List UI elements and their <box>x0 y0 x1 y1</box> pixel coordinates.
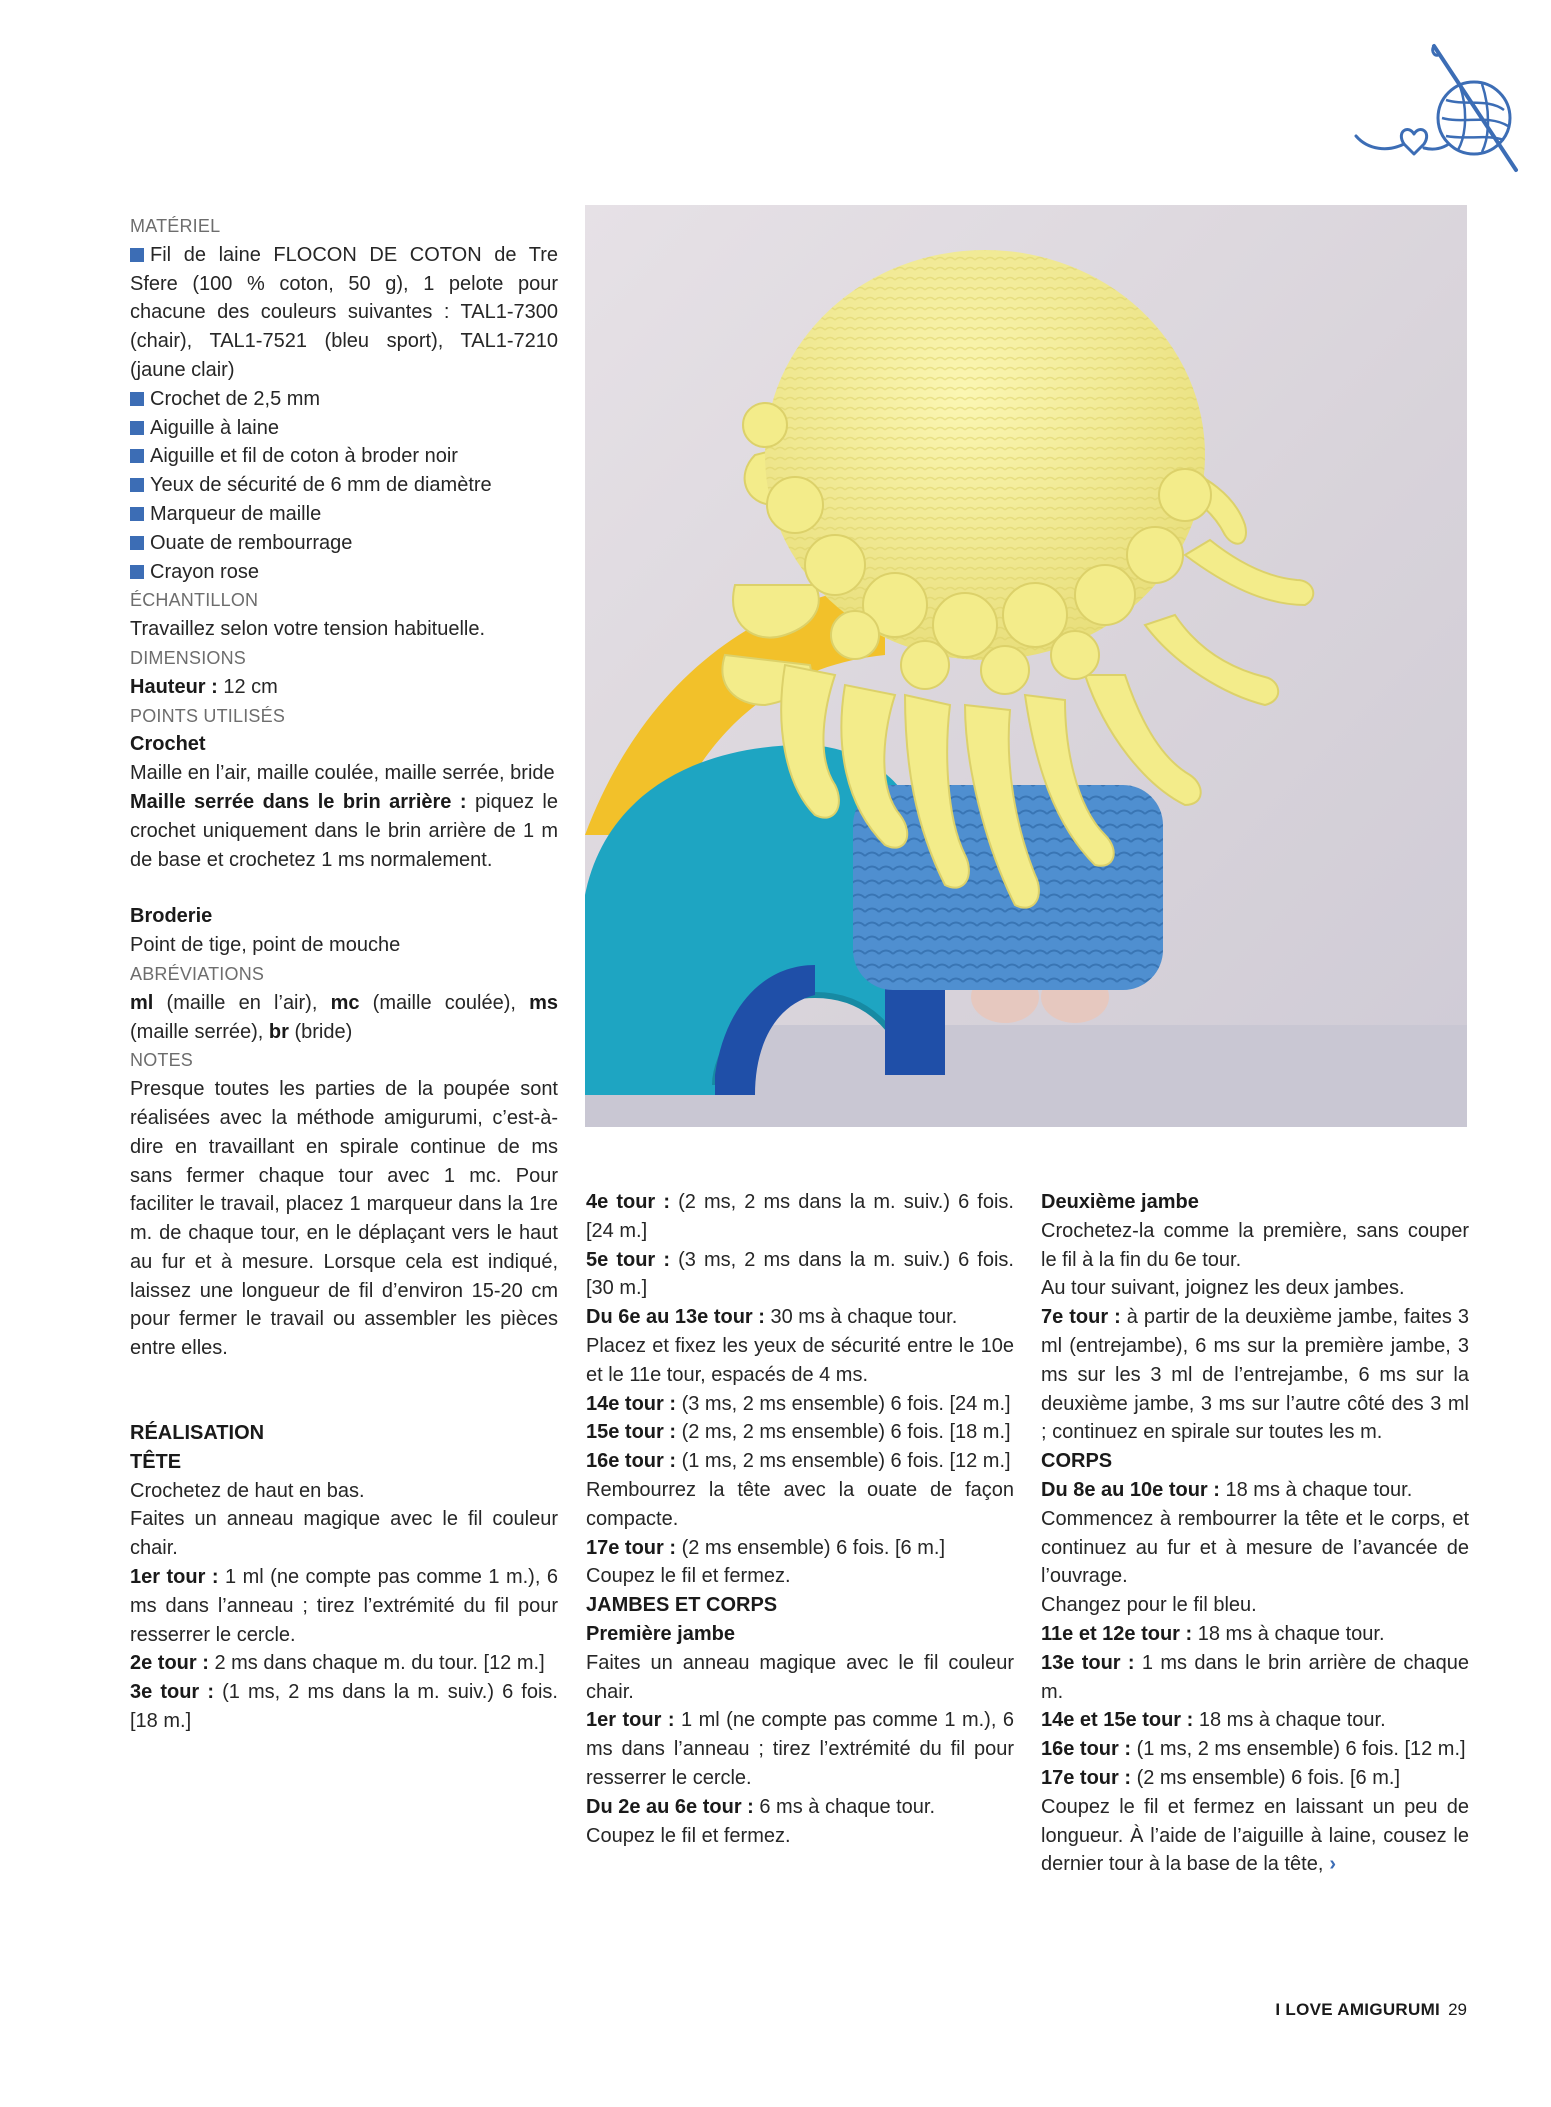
round-step: 3e tour : (1 ms, 2 ms dans la m. suiv.) 6 fois. [18 m.] <box>130 1681 558 1733</box>
materiel-item: Crochet de 2,5 mm <box>130 385 558 414</box>
tete-intro-2: Faites un anneau magique avec le fil couleur chair. <box>130 1508 558 1560</box>
round-step: 2e tour : 2 ms dans chaque m. du tour. [12 m.] <box>130 1652 545 1675</box>
next-page-arrow-icon: › <box>1329 1853 1337 1876</box>
abreviations-title: ABRÉVIATIONS <box>130 963 265 984</box>
bullet-square-icon <box>130 478 144 492</box>
round-step: 17e tour : (2 ms ensemble) 6 fois. [6 m.] <box>586 1536 946 1559</box>
bullet-square-icon <box>130 449 144 463</box>
broderie-heading: Broderie <box>130 905 213 928</box>
bullet-square-icon <box>130 248 144 262</box>
corps-title: CORPS <box>1041 1450 1113 1473</box>
crochet-text: Maille en l’air, maille coulée, maille serrée, bride <box>130 762 555 785</box>
round-step: 4e tour : (2 ms, 2 ms dans la m. suiv.) 6 fois. [24 m.] <box>586 1191 1014 1242</box>
materiel-item: Aiguille à laine <box>130 414 558 443</box>
doll-photo <box>585 205 1467 1127</box>
coupez-text: Coupez le fil et fermez. <box>586 1824 791 1847</box>
bullet-square-icon <box>130 536 144 550</box>
round-step: 16e tour : (1 ms, 2 ms ensemble) 6 fois. [12 m.] <box>586 1450 1011 1473</box>
deuxieme-jambe-title: Deuxième jambe <box>1041 1191 1199 1213</box>
materiel-item: Marqueur de maille <box>130 500 558 529</box>
msba-text: Maille serrée dans le brin arrière : piquez le crochet uniquement dans le brin arrière de 1 m de base et crochetez 1 ms normalement. <box>130 790 558 871</box>
round-step: Du 2e au 6e tour : 6 ms à chaque tour. <box>586 1795 936 1818</box>
round-step: 16e tour : (1 ms, 2 ms ensemble) 6 fois. [12 m.] <box>1041 1738 1466 1761</box>
notes-title: NOTES <box>130 1050 194 1071</box>
final-text: Coupez le fil et fermez en laissant un peu de longueur. À l’aide de l’aiguille à laine, cousez le dernier tour à la base de la tête, › <box>1041 1793 1469 1879</box>
page-number: 29 <box>1448 2000 1467 2019</box>
amigurumi-doll-illustration <box>585 205 1467 1127</box>
round-step: 1er tour : 1 ml (ne compte pas comme 1 m.), 6 ms dans l’anneau ; tirez l’extrémité du fil pour resserrer le cercle. <box>586 1709 1014 1789</box>
heart-icon <box>1401 129 1426 154</box>
round-step: 13e tour : 1 ms dans le brin arrière de chaque m. <box>1041 1651 1469 1703</box>
materiel-item: Crayon rose <box>130 558 558 587</box>
jambes-title: JAMBES ET CORPS <box>586 1594 778 1617</box>
dimensions-title: DIMENSIONS <box>130 647 247 668</box>
round-step: 7e tour : à partir de la deuxième jambe, faites 3 ml (entrejambe), 6 ms sur la première jambe, 3 ms sur les 3 ml de l’entrejambe, 6 ms sur la deuxième jambe, 3 ms sur l’autre côté des 3 ml ; continuez en spirale sur toutes les m. <box>1041 1306 1469 1444</box>
commencez-text: Commencez à rembourrer la tête et le corps, et continuez au fur et à mesure de l’avancée de l’ouvrage. <box>1041 1507 1469 1588</box>
bullet-square-icon <box>130 565 144 579</box>
echantillon-text: Travaillez selon votre tension habituelle. <box>130 618 486 641</box>
points-title: POINTS UTILISÉS <box>130 705 286 726</box>
crochet-heading: Crochet <box>130 733 206 756</box>
round-step: 14e et 15e tour : 18 ms à chaque tour. <box>1041 1709 1386 1732</box>
materiel-item: Aiguille et fil de coton à broder noir <box>130 442 558 471</box>
joignez-text: Au tour suivant, joignez les deux jambes. <box>1041 1277 1405 1300</box>
tete-title: TÊTE <box>130 1450 182 1473</box>
notes-text: Presque toutes les parties de la poupée sont réalisées avec la méthode amigurumi, c’est-à-dire en travaillant en spirale continue de ms sans fermer chaque tour avec 1 mc. Pour faciliter le travail, placez 1 marqueur dans la 1re m. de chaque tour, en le déplaçant vers le haut au fur et à mesure. Lorsque cela est indiqué, laissez une longueur de fil d’environ 15-20 cm pour fermer le travail ou assembler les pièces entre elles. <box>130 1078 558 1360</box>
round-step: 1er tour : 1 ml (ne compte pas comme 1 m.), 6 ms dans l’anneau ; tirez l’extrémité du fil pour resserrer le cercle. <box>130 1566 558 1646</box>
round-step: 15e tour : (2 ms, 2 ms ensemble) 6 fois. [18 m.] <box>586 1421 1011 1444</box>
round-step: 17e tour : (2 ms ensemble) 6 fois. [6 m.] <box>1041 1766 1401 1789</box>
abreviations-text: ml (maille en l’air), mc (maille coulée), ms (maille serrée), br (bride) <box>130 991 559 1043</box>
page-footer <box>1275 2000 1467 2020</box>
tete-intro: Crochetez de haut en bas. <box>130 1479 365 1502</box>
materiel-item: Ouate de rembourrage <box>130 529 558 558</box>
left-column <box>130 212 558 1736</box>
bullet-square-icon <box>130 392 144 406</box>
materiel-item: Yeux de sécurité de 6 mm de diamètre <box>130 471 558 500</box>
jambe-intro: Faites un anneau magique avec le fil couleur chair. <box>586 1651 1014 1703</box>
deuxieme-jambe-text: Crochetez-la comme la première, sans couper le fil à la fin du 6e tour. <box>1041 1219 1469 1271</box>
right-column <box>1041 1188 1469 1879</box>
materiel-title: MATÉRIEL <box>130 216 221 236</box>
yeux-text: Placez et fixez les yeux de sécurité entre le 10e et le 11e tour, espacés de 4 ms. <box>586 1334 1014 1386</box>
realisation-title: RÉALISATION <box>130 1422 265 1445</box>
magazine-brand: I LOVE AMIGURUMI <box>1275 2000 1441 2019</box>
round-step: 11e et 12e tour : 18 ms à chaque tour. <box>1041 1622 1385 1645</box>
materiel-item: Fil de laine FLOCON DE COTON de Tre Sfere (100 % coton, 50 g), 1 pelote pour chacune des couleurs suivantes : TAL1-7300 (chair), TAL1-7521 (bleu sport), TAL1-7210 (jaune clair) <box>130 243 558 381</box>
round-step: Du 8e au 10e tour : 18 ms à chaque tour. <box>1041 1478 1413 1501</box>
round-step: 5e tour : (3 ms, 2 ms dans la m. suiv.) 6 fois. [30 m.] <box>586 1248 1014 1300</box>
bullet-square-icon <box>130 421 144 435</box>
round-step: 14e tour : (3 ms, 2 ms ensemble) 6 fois. [24 m.] <box>586 1392 1011 1415</box>
rembourrez-text: Rembourrez la tête avec la ouate de façon compacte. <box>586 1478 1014 1530</box>
broderie-text: Point de tige, point de mouche <box>130 934 401 957</box>
yarn-ball-logo-icon <box>1348 40 1528 180</box>
bullet-square-icon <box>130 507 144 521</box>
round-step: Du 6e au 13e tour : 30 ms à chaque tour. <box>586 1306 958 1329</box>
echantillon-title: ÉCHANTILLON <box>130 590 259 611</box>
dimensions-value: Hauteur : 12 cm <box>130 675 278 698</box>
changez-text: Changez pour le fil bleu. <box>1041 1594 1257 1617</box>
premiere-jambe-title: Première jambe <box>586 1622 735 1645</box>
middle-column <box>586 1188 1014 1850</box>
coupez-text: Coupez le fil et fermez. <box>586 1565 791 1588</box>
